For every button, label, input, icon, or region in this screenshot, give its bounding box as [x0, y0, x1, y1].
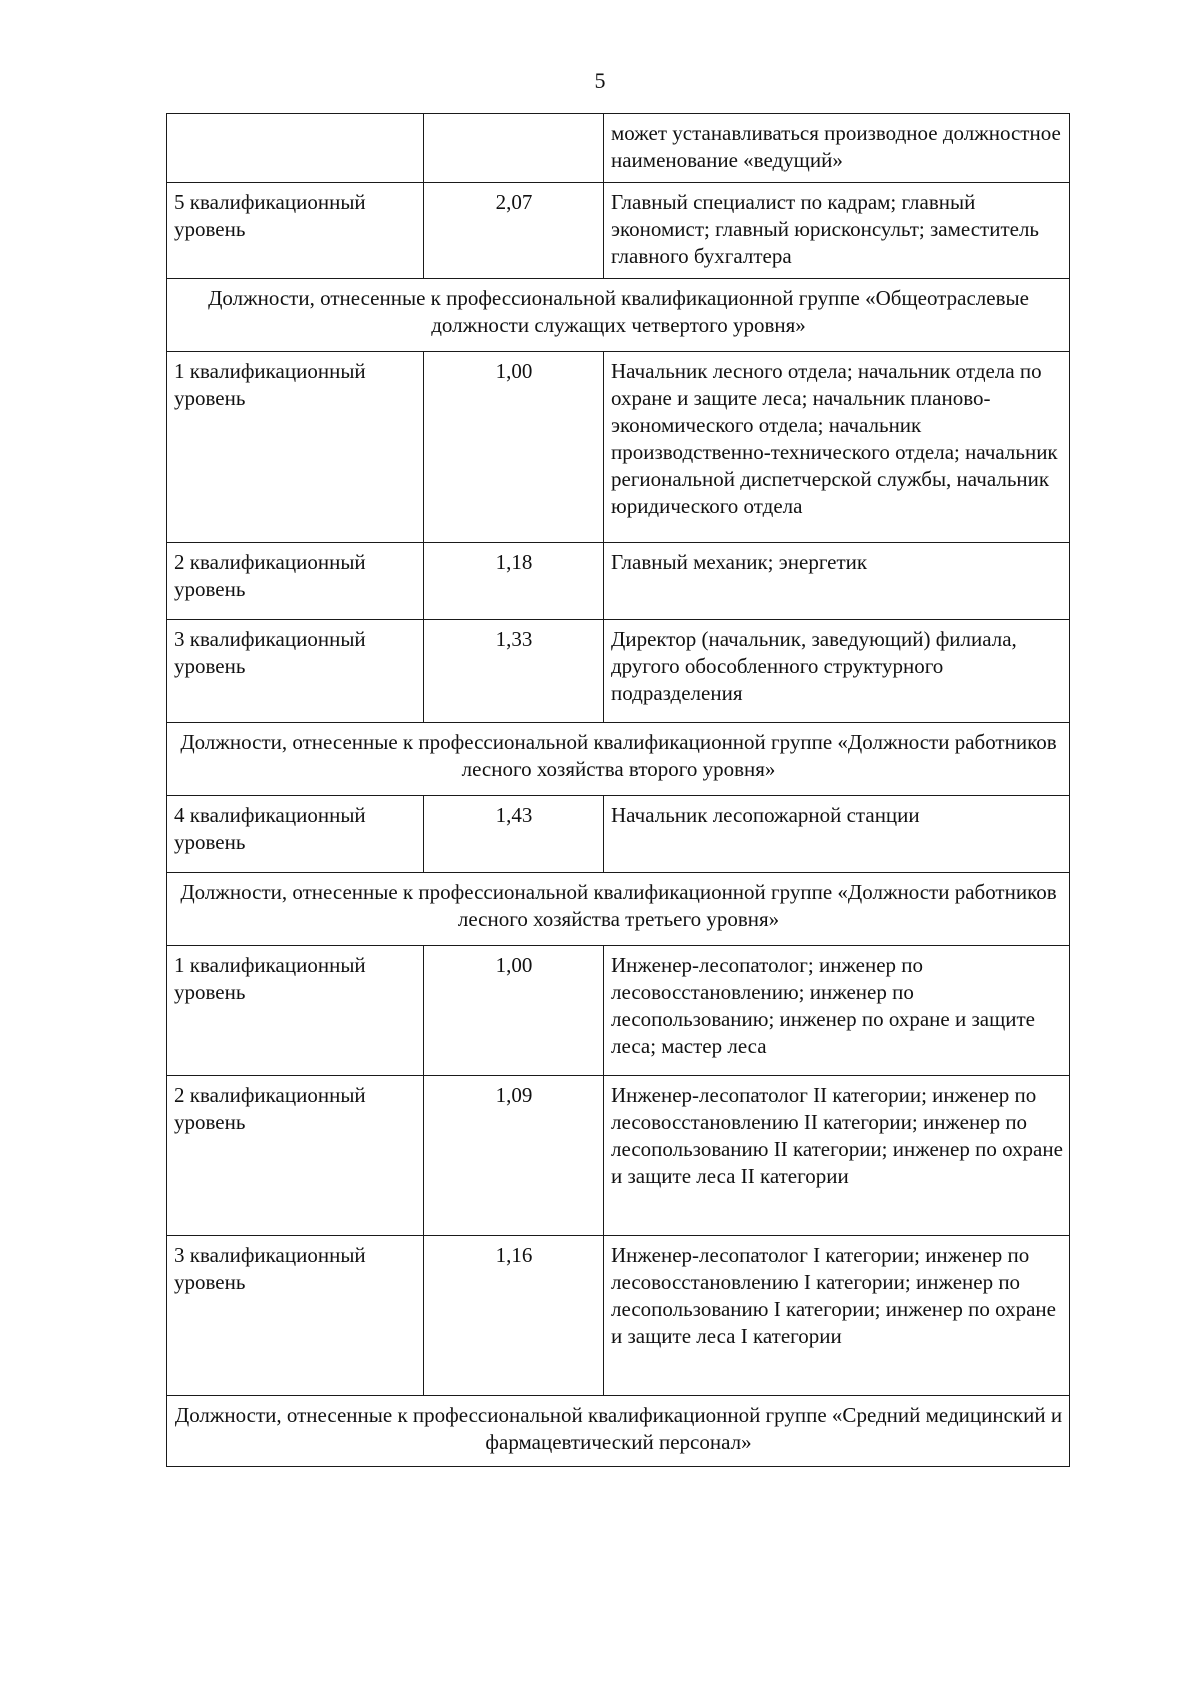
- qualification-level-cell: 3 квалификационный уровень: [167, 1236, 424, 1396]
- positions-cell: Главный специалист по кадрам; главный экономист; главный юрисконсульт; заместитель главного бухгалтера: [604, 183, 1070, 279]
- coefficient-cell: 2,07: [424, 183, 604, 279]
- qualification-level-cell: 1 квалификационный уровень: [167, 352, 424, 543]
- group-header-cell: Должности, отнесенные к профессиональной квалификационной группе «Средний медицинский и фармацевтический персонал»: [167, 1396, 1070, 1467]
- table-row: [167, 796, 1070, 873]
- coefficient-cell: 1,33: [424, 620, 604, 723]
- group-header-row: [167, 873, 1070, 946]
- coefficient-cell: 1,43: [424, 796, 604, 873]
- table-row: [167, 1076, 1070, 1236]
- positions-cell: Инженер-лесопатолог II категории; инженер по лесовосстановлению II категории; инженер по лесопользованию II категории; инженер по охране и защите леса II категории: [604, 1076, 1070, 1236]
- group-header-row: [167, 279, 1070, 352]
- coefficient-cell: [424, 114, 604, 183]
- qualification-level-cell: [167, 114, 424, 183]
- group-header-row: [167, 1396, 1070, 1467]
- qualification-level-cell: 2 квалификационный уровень: [167, 1076, 424, 1236]
- coefficient-cell: 1,09: [424, 1076, 604, 1236]
- positions-cell: Главный механик; энергетик: [604, 543, 1070, 620]
- positions-cell: Инженер-лесопатолог; инженер по лесовосстановлению; инженер по лесопользованию; инженер по охране и защите леса; мастер леса: [604, 946, 1070, 1076]
- positions-cell: Начальник лесопожарной станции: [604, 796, 1070, 873]
- table-row: [167, 183, 1070, 279]
- table-row: [167, 1236, 1070, 1396]
- qualification-table: [166, 113, 1070, 1467]
- positions-cell: Инженер-лесопатолог I категории; инженер по лесовосстановлению I категории; инженер по лесопользованию I категории; инженер по охране и защите леса I категории: [604, 1236, 1070, 1396]
- qualification-level-cell: 2 квалификационный уровень: [167, 543, 424, 620]
- table-row: [167, 543, 1070, 620]
- coefficient-cell: 1,00: [424, 352, 604, 543]
- group-header-cell: Должности, отнесенные к профессиональной квалификационной группе «Общеотраслевые должности служащих четвертого уровня»: [167, 279, 1070, 352]
- table-row: [167, 114, 1070, 183]
- page-number: 5: [594, 68, 606, 93]
- table-row: [167, 352, 1070, 543]
- coefficient-cell: 1,16: [424, 1236, 604, 1396]
- positions-cell: Начальник лесного отдела; начальник отдела по охране и защите леса; начальник планово-экономического отдела; начальник производственно-технического отдела; начальник региональной диспетчерской службы, начальник юридического отдела: [604, 352, 1070, 543]
- group-header-cell: Должности, отнесенные к профессиональной квалификационной группе «Должности работников лесного хозяйства второго уровня»: [167, 723, 1070, 796]
- qualification-level-cell: 5 квалификационный уровень: [167, 183, 424, 279]
- positions-cell: Директор (начальник, заведующий) филиала, другого обособленного структурного подразделения: [604, 620, 1070, 723]
- table-row: [167, 946, 1070, 1076]
- positions-cell: может устанавливаться производное должностное наименование «ведущий»: [604, 114, 1070, 183]
- coefficient-cell: 1,00: [424, 946, 604, 1076]
- qualification-level-cell: 4 квалификационный уровень: [167, 796, 424, 873]
- coefficient-cell: 1,18: [424, 543, 604, 620]
- qualification-level-cell: 1 квалификационный уровень: [167, 946, 424, 1076]
- qualification-level-cell: 3 квалификационный уровень: [167, 620, 424, 723]
- table-row: [167, 620, 1070, 723]
- group-header-row: [167, 723, 1070, 796]
- group-header-cell: Должности, отнесенные к профессиональной квалификационной группе «Должности работников лесного хозяйства третьего уровня»: [167, 873, 1070, 946]
